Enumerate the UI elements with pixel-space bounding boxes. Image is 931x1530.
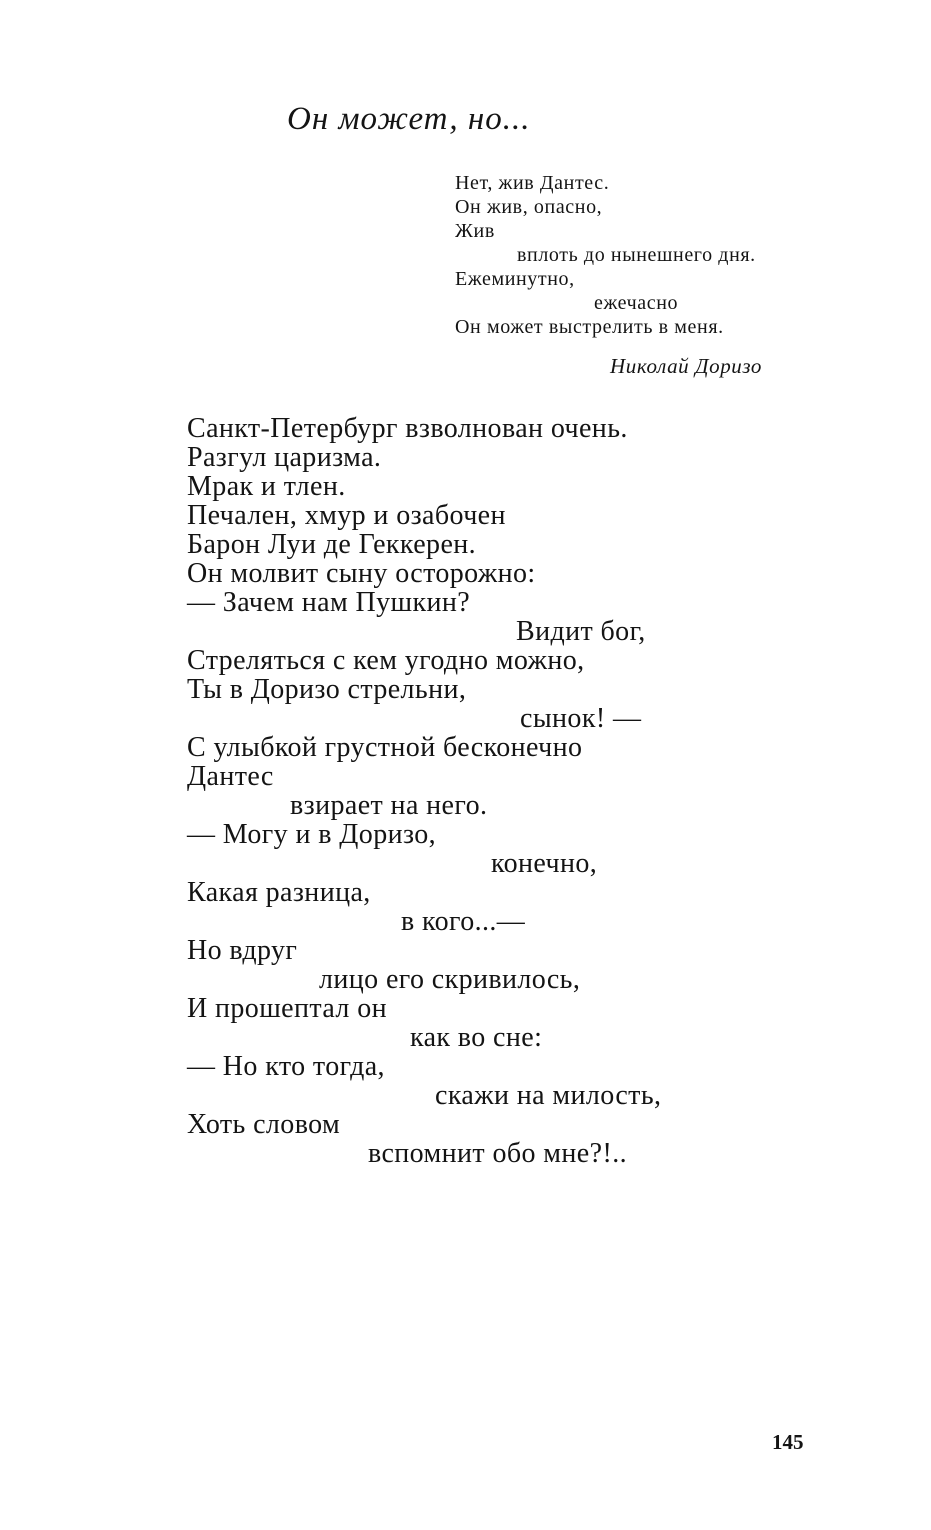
poem-line: Какая разница, <box>187 877 371 908</box>
poem-line: Санкт-Петербург взволнован очень. <box>187 413 628 444</box>
epigraph-line: Жив <box>455 220 495 242</box>
poem-line: Ты в Доризо стрельни, <box>187 674 467 705</box>
page-number: 145 <box>772 1430 804 1454</box>
epigraph-line: Нет, жив Дантес. <box>455 172 610 194</box>
epigraph-line: ежечасно <box>594 292 679 314</box>
poem-line: Он молвит сыну осторожно: <box>187 558 536 589</box>
poem-line: — Могу и в Доризо, <box>187 819 437 850</box>
poem-line: — Но кто тогда, <box>187 1051 385 1082</box>
poem-line: сынок! — <box>520 703 642 734</box>
epigraph-line: Ежеминутно, <box>455 268 575 290</box>
poem-line: С улыбкой грустной бесконечно <box>187 732 583 763</box>
poem-line: — Зачем нам Пушкин? <box>187 587 471 618</box>
poem-line: как во сне: <box>410 1022 543 1053</box>
poem-line: И прошептал он <box>187 993 387 1024</box>
poem-line: лицо его скривилось, <box>319 964 581 995</box>
poem-line: Печален, хмур и озабочен <box>187 500 506 531</box>
poem-line: взирает на него. <box>290 790 488 821</box>
poem-line: Стреляться с кем угодно можно, <box>187 645 585 676</box>
epigraph-line: Он жив, опасно, <box>455 196 603 218</box>
poem-line: в кого...— <box>401 906 526 937</box>
poem-line: Видит бог, <box>516 616 646 647</box>
poem-line: Мрак и тлен. <box>187 471 346 502</box>
epigraph-line: Он может выстрелить в меня. <box>455 316 724 338</box>
poem-line: Дантес <box>187 761 274 792</box>
poem-title: Он может, но... <box>287 101 531 137</box>
poem-line: Разгул царизма. <box>187 442 382 473</box>
poem-line: Хоть словом <box>187 1109 341 1140</box>
poem-line: скажи на милость, <box>435 1080 662 1111</box>
poem-line: вспомнит обо мне?!.. <box>368 1138 627 1169</box>
epigraph-author: Николай Доризо <box>610 354 763 378</box>
epigraph-line: вплоть до нынешнего дня. <box>517 244 756 266</box>
poem-line: Но вдруг <box>187 935 298 966</box>
poem-line: конечно, <box>491 848 598 879</box>
poem-line: Барон Луи де Геккерен. <box>187 529 477 560</box>
